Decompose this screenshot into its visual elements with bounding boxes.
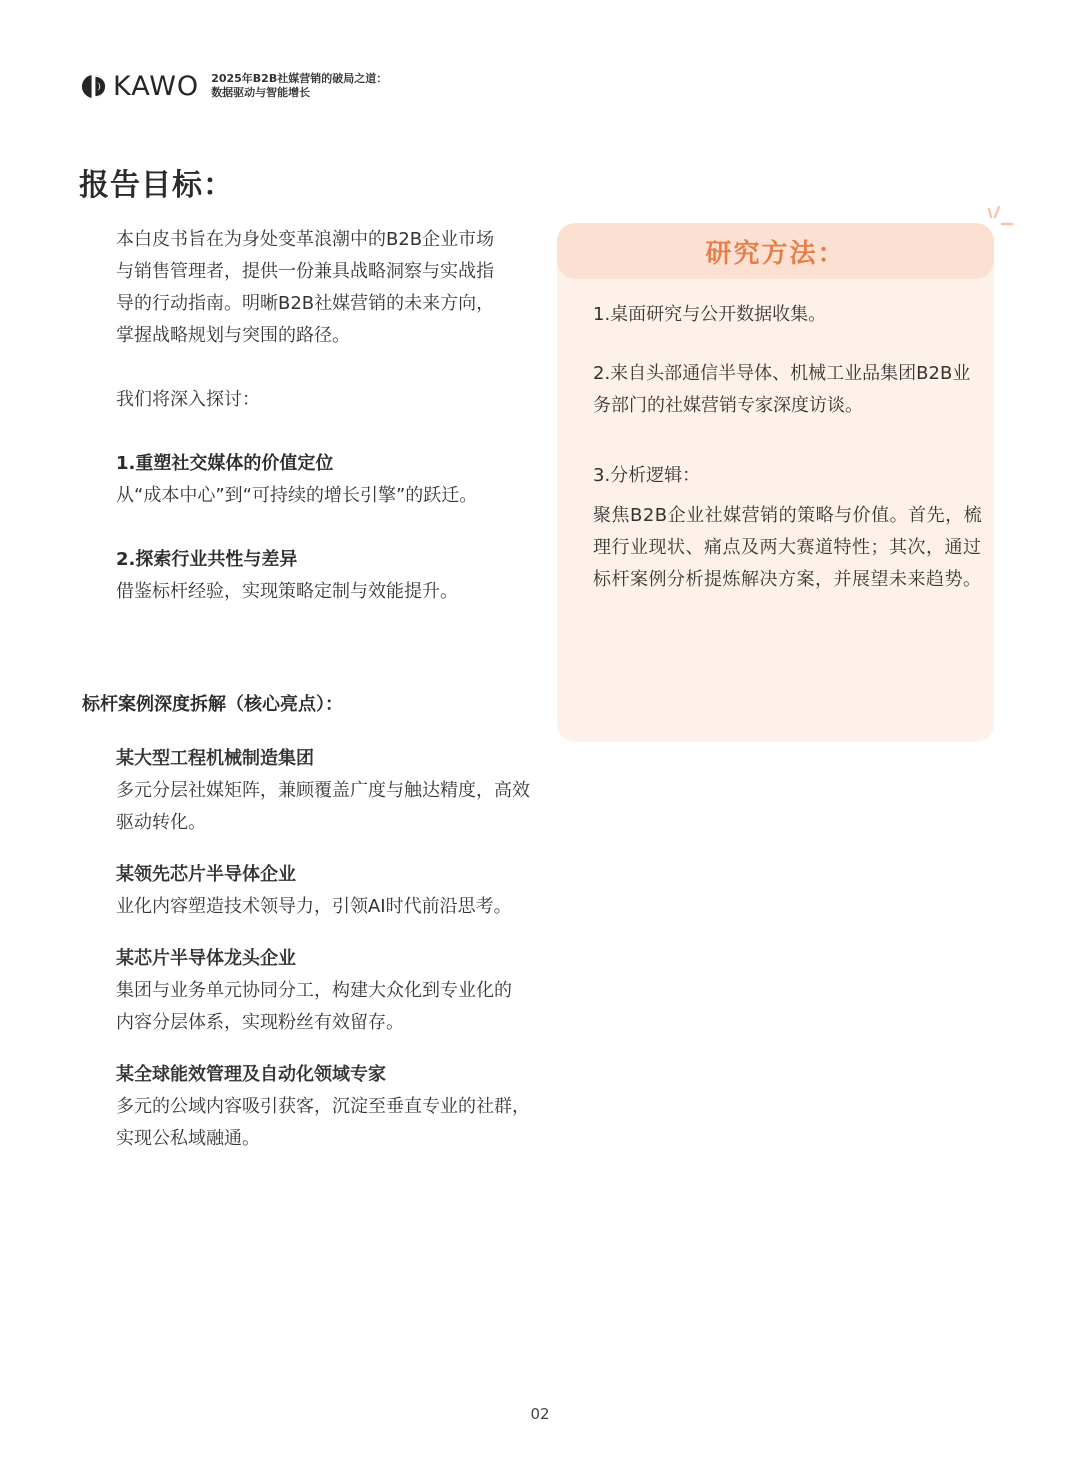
case-desc: 业化内容塑造技术领导力，引领AI时代前沿思考。 bbox=[116, 896, 512, 917]
kawo-logo-icon bbox=[80, 73, 107, 100]
point-1-text: 从“成本中心”到“可持续的增长引擎”的跃迁。 bbox=[116, 485, 478, 506]
case-name: 某全球能效管理及自动化领域专家 bbox=[116, 1064, 386, 1085]
point-2-text: 借鉴标杆经验，实现策略定制与效能提升。 bbox=[116, 581, 458, 602]
case-item bbox=[116, 859, 556, 923]
case-item bbox=[116, 1059, 546, 1155]
method-card bbox=[557, 223, 994, 742]
method-title: 研究方法： bbox=[705, 238, 846, 269]
intro-paragraph: 本白皮书旨在为身处变革浪潮中的B2B企业市场与销售管理者，提供一份兼具战略洞察与实战指导的行动指南。明晰B2B社媒营销的未来方向，掌握战略规划与突围的路径。 bbox=[116, 229, 495, 346]
case-desc: 集团与业务单元协同分工，构建大众化到专业化的内容分层体系，实现粉丝有效留存。 bbox=[116, 980, 512, 1033]
case-item bbox=[116, 743, 536, 839]
case-name: 某芯片半导体龙头企业 bbox=[116, 948, 296, 969]
report-subtitle-line-1: 2025年B2B社媒营销的破局之道： bbox=[211, 72, 388, 85]
case-desc: 多元分层社媒矩阵，兼顾覆盖广度与触达精度，高效驱动转化。 bbox=[116, 780, 530, 833]
case-name: 某大型工程机械制造集团 bbox=[116, 748, 314, 769]
sparkle-icon bbox=[985, 203, 1017, 231]
point-1-heading: 1.重塑社交媒体的价值定位 bbox=[116, 453, 334, 474]
cases-list bbox=[116, 743, 556, 1175]
method-item-1: 1.桌面研究与公开数据收集。 bbox=[593, 304, 827, 325]
report-header bbox=[80, 66, 387, 106]
method-body bbox=[593, 299, 983, 596]
method-card-header bbox=[557, 223, 994, 279]
cases-title: 标杆案例深度拆解（核心亮点）： bbox=[82, 694, 343, 715]
case-name: 某领先芯片半导体企业 bbox=[116, 864, 296, 885]
brand-name: KAWO bbox=[113, 70, 200, 102]
goals-section bbox=[116, 224, 546, 608]
intro-lead: 我们将深入探讨： bbox=[116, 389, 260, 410]
report-subtitle-line-2: 数据驱动与智能增长 bbox=[211, 86, 311, 99]
report-subtitle bbox=[211, 72, 387, 100]
method-item-3-heading: 3.分析逻辑： bbox=[593, 465, 701, 486]
method-item-3-text: 聚焦B2B企业社媒营销的策略与价值。首先，梳理行业现状、痛点及两大赛道特性；其次，通过标杆案例分析提炼解决方案，并展望未来趋势。 bbox=[593, 505, 983, 590]
method-item-2: 2.来自头部通信半导体、机械工业品集团B2B业务部门的社媒营销专家深度访谈。 bbox=[593, 363, 971, 416]
point-2-heading: 2.探索行业共性与差异 bbox=[116, 549, 298, 570]
page-title: 报告目标： bbox=[79, 168, 234, 203]
page-number: 02 bbox=[530, 1405, 550, 1423]
case-item bbox=[116, 943, 516, 1039]
case-desc: 多元的公域内容吸引获客，沉淀至垂直专业的社群，实现公私域融通。 bbox=[116, 1096, 530, 1149]
